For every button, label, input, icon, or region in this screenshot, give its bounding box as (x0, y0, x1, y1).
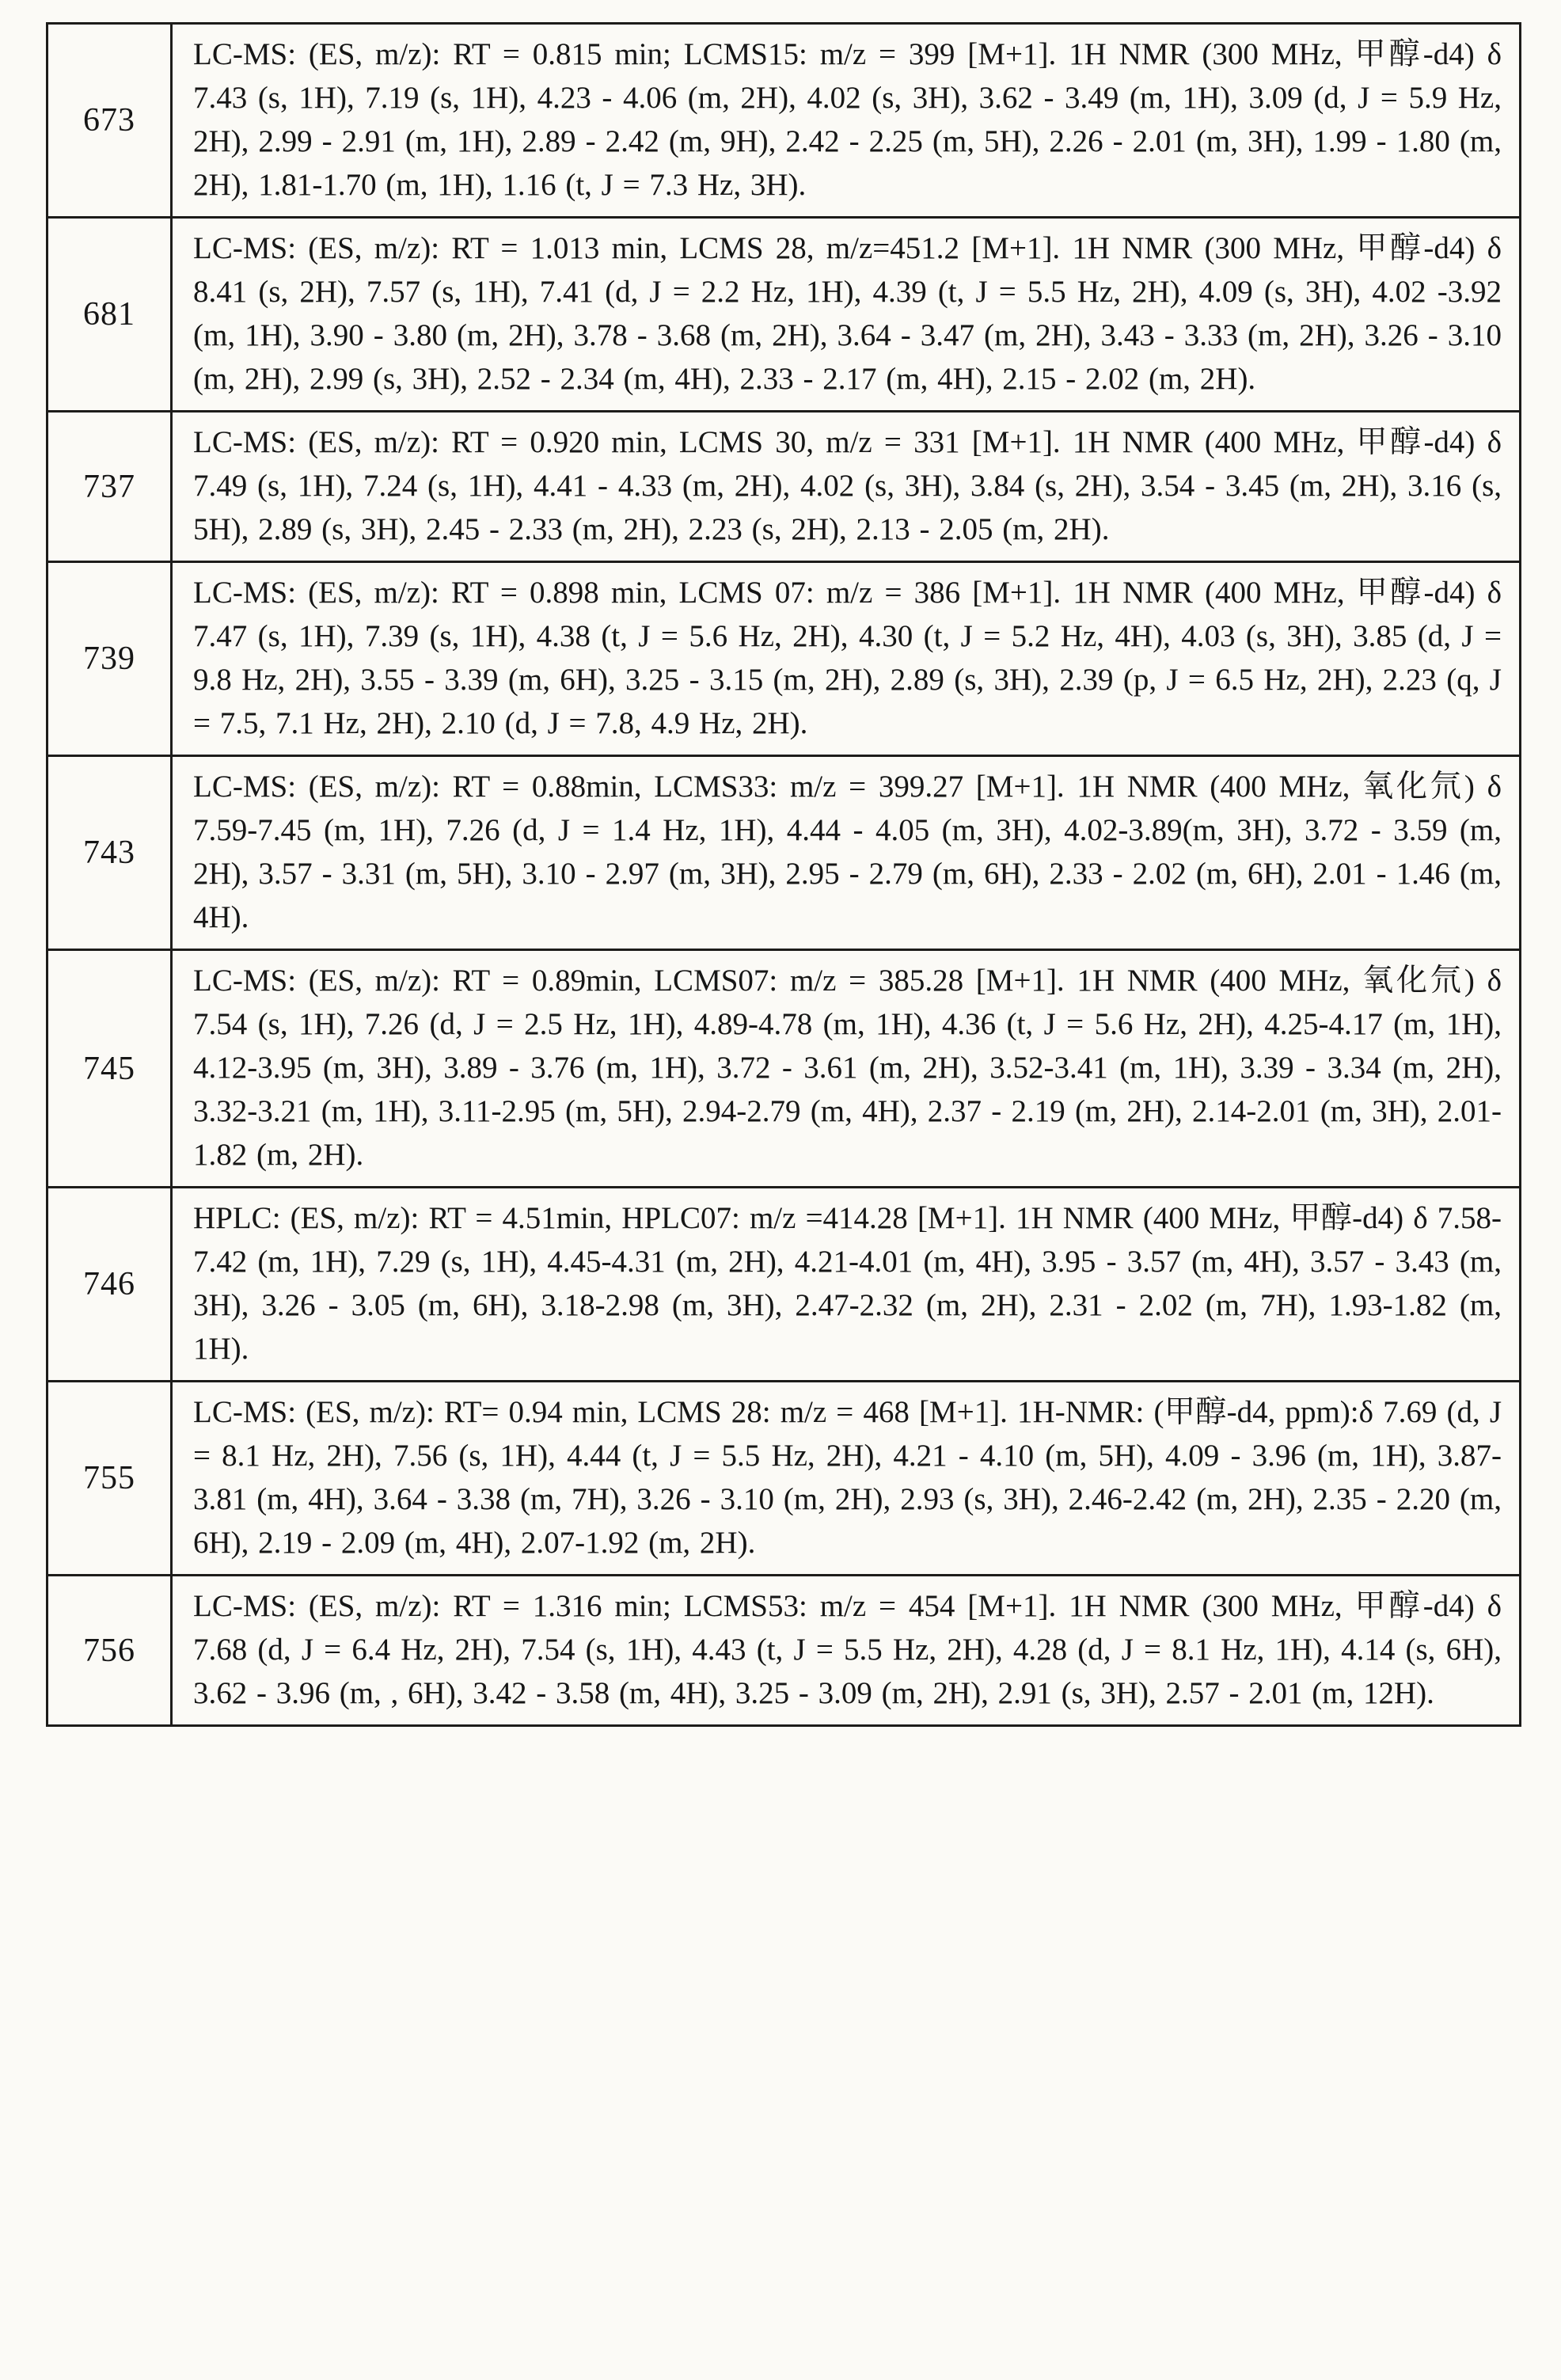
analytical-data-text: LC-MS: (ES, m/z): RT = 0.815 min; LCMS15: m/z = 399 [M+1]. 1H NMR (300 MHz, 甲醇-d4) δ 7.43 (s, 1H), 7.19 (s, 1H), 4.23 - 4.06 (m, 2H), 4.02 (s, 3H), 3.62 - 3.49 (m, 1H), 3.09 (d, J = 5.9 Hz, 2H), 2.99 - 2.91 (m, 1H), 2.89 - 2.42 (m, 9H), 2.42 - 2.25 (m, 5H), 2.26 - 2.01 (m, 3H), 1.99 - 1.80 (m, 2H), 1.81-1.70 (m, 1H), 1.16 (t, J = 7.3 Hz, 3H). (172, 24, 1521, 218)
analytical-data-text: LC-MS: (ES, m/z): RT = 1.316 min; LCMS53: m/z = 454 [M+1]. 1H NMR (300 MHz, 甲醇-d4) δ 7.68 (d, J = 6.4 Hz, 2H), 7.54 (s, 1H), 4.43 (t, J = 5.5 Hz, 2H), 4.28 (d, J = 8.1 Hz, 1H), 4.14 (s, 6H), 3.62 - 3.96 (m, , 6H), 3.42 - 3.58 (m, 4H), 3.25 - 3.09 (m, 2H), 2.91 (s, 3H), 2.57 - 2.01 (m, 12H). (172, 1576, 1521, 1726)
compound-id: 745 (47, 950, 172, 1188)
compound-id: 673 (47, 24, 172, 218)
table-row (47, 24, 1521, 218)
compound-id: 755 (47, 1382, 172, 1576)
compound-id: 743 (47, 756, 172, 950)
analytical-data-text: LC-MS: (ES, m/z): RT = 1.013 min, LCMS 28, m/z=451.2 [M+1]. 1H NMR (300 MHz, 甲醇-d4) δ 8.41 (s, 2H), 7.57 (s, 1H), 7.41 (d, J = 2.2 Hz, 1H), 4.39 (t, J = 5.5 Hz, 2H), 4.09 (s, 3H), 4.02 -3.92 (m, 1H), 3.90 - 3.80 (m, 2H), 3.78 - 3.68 (m, 2H), 3.64 - 3.47 (m, 2H), 3.43 - 3.33 (m, 2H), 3.26 - 3.10 (m, 2H), 2.99 (s, 3H), 2.52 - 2.34 (m, 4H), 2.33 - 2.17 (m, 4H), 2.15 - 2.02 (m, 2H). (172, 218, 1521, 412)
compound-id: 737 (47, 412, 172, 562)
analytical-data-text: LC-MS: (ES, m/z): RT = 0.89min, LCMS07: m/z = 385.28 [M+1]. 1H NMR (400 MHz, 氧化氘) δ 7.54 (s, 1H), 7.26 (d, J = 2.5 Hz, 1H), 4.89-4.78 (m, 1H), 4.36 (t, J = 5.6 Hz, 2H), 4.25-4.17 (m, 1H), 4.12-3.95 (m, 3H), 3.89 - 3.76 (m, 1H), 3.72 - 3.61 (m, 2H), 3.52-3.41 (m, 1H), 3.39 - 3.34 (m, 2H), 3.32-3.21 (m, 1H), 3.11-2.95 (m, 5H), 2.94-2.79 (m, 4H), 2.37 - 2.19 (m, 2H), 2.14-2.01 (m, 3H), 2.01-1.82 (m, 2H). (172, 950, 1521, 1188)
compound-id: 756 (47, 1576, 172, 1726)
table-row (47, 562, 1521, 756)
table-row (47, 1188, 1521, 1382)
analytical-data-text: LC-MS: (ES, m/z): RT= 0.94 min, LCMS 28: m/z = 468 [M+1]. 1H-NMR: (甲醇-d4, ppm):δ 7.69 (d, J = 8.1 Hz, 2H), 7.56 (s, 1H), 4.44 (t, J = 5.5 Hz, 2H), 4.21 - 4.10 (m, 5H), 4.09 - 3.96 (m, 1H), 3.87-3.81 (m, 4H), 3.64 - 3.38 (m, 7H), 3.26 - 3.10 (m, 2H), 2.93 (s, 3H), 2.46-2.42 (m, 2H), 2.35 - 2.20 (m, 6H), 2.19 - 2.09 (m, 4H), 2.07-1.92 (m, 2H). (172, 1382, 1521, 1576)
table-row (47, 756, 1521, 950)
compound-id: 746 (47, 1188, 172, 1382)
analytical-data-text: LC-MS: (ES, m/z): RT = 0.88min, LCMS33: m/z = 399.27 [M+1]. 1H NMR (400 MHz, 氧化氘) δ 7.59-7.45 (m, 1H), 7.26 (d, J = 1.4 Hz, 1H), 4.44 - 4.05 (m, 3H), 4.02-3.89(m, 3H), 3.72 - 3.59 (m, 2H), 3.57 - 3.31 (m, 5H), 3.10 - 2.97 (m, 3H), 2.95 - 2.79 (m, 6H), 2.33 - 2.02 (m, 6H), 2.01 - 1.46 (m, 4H). (172, 756, 1521, 950)
table-row (47, 950, 1521, 1188)
analytical-data-text: HPLC: (ES, m/z): RT = 4.51min, HPLC07: m/z =414.28 [M+1]. 1H NMR (400 MHz, 甲醇-d4) δ 7.58-7.42 (m, 1H), 7.29 (s, 1H), 4.45-4.31 (m, 2H), 4.21-4.01 (m, 4H), 3.95 - 3.57 (m, 4H), 3.57 - 3.43 (m, 3H), 3.26 - 3.05 (m, 6H), 3.18-2.98 (m, 3H), 2.47-2.32 (m, 2H), 2.31 - 2.02 (m, 7H), 1.93-1.82 (m, 1H). (172, 1188, 1521, 1382)
table-row (47, 1382, 1521, 1576)
compound-id: 739 (47, 562, 172, 756)
analytical-data-text: LC-MS: (ES, m/z): RT = 0.920 min, LCMS 30, m/z = 331 [M+1]. 1H NMR (400 MHz, 甲醇-d4) δ 7.49 (s, 1H), 7.24 (s, 1H), 4.41 - 4.33 (m, 2H), 4.02 (s, 3H), 3.84 (s, 2H), 3.54 - 3.45 (m, 2H), 3.16 (s, 5H), 2.89 (s, 3H), 2.45 - 2.33 (m, 2H), 2.23 (s, 2H), 2.13 - 2.05 (m, 2H). (172, 412, 1521, 562)
compound-analytical-table (46, 22, 1521, 1727)
table-row (47, 1576, 1521, 1726)
analytical-data-text: LC-MS: (ES, m/z): RT = 0.898 min, LCMS 07: m/z = 386 [M+1]. 1H NMR (400 MHz, 甲醇-d4) δ 7.47 (s, 1H), 7.39 (s, 1H), 4.38 (t, J = 5.6 Hz, 2H), 4.30 (t, J = 5.2 Hz, 4H), 4.03 (s, 3H), 3.85 (d, J = 9.8 Hz, 2H), 3.55 - 3.39 (m, 6H), 3.25 - 3.15 (m, 2H), 2.89 (s, 3H), 2.39 (p, J = 6.5 Hz, 2H), 2.23 (q, J = 7.5, 7.1 Hz, 2H), 2.10 (d, J = 7.8, 4.9 Hz, 2H). (172, 562, 1521, 756)
table-row (47, 218, 1521, 412)
table-row (47, 412, 1521, 562)
compound-id: 681 (47, 218, 172, 412)
